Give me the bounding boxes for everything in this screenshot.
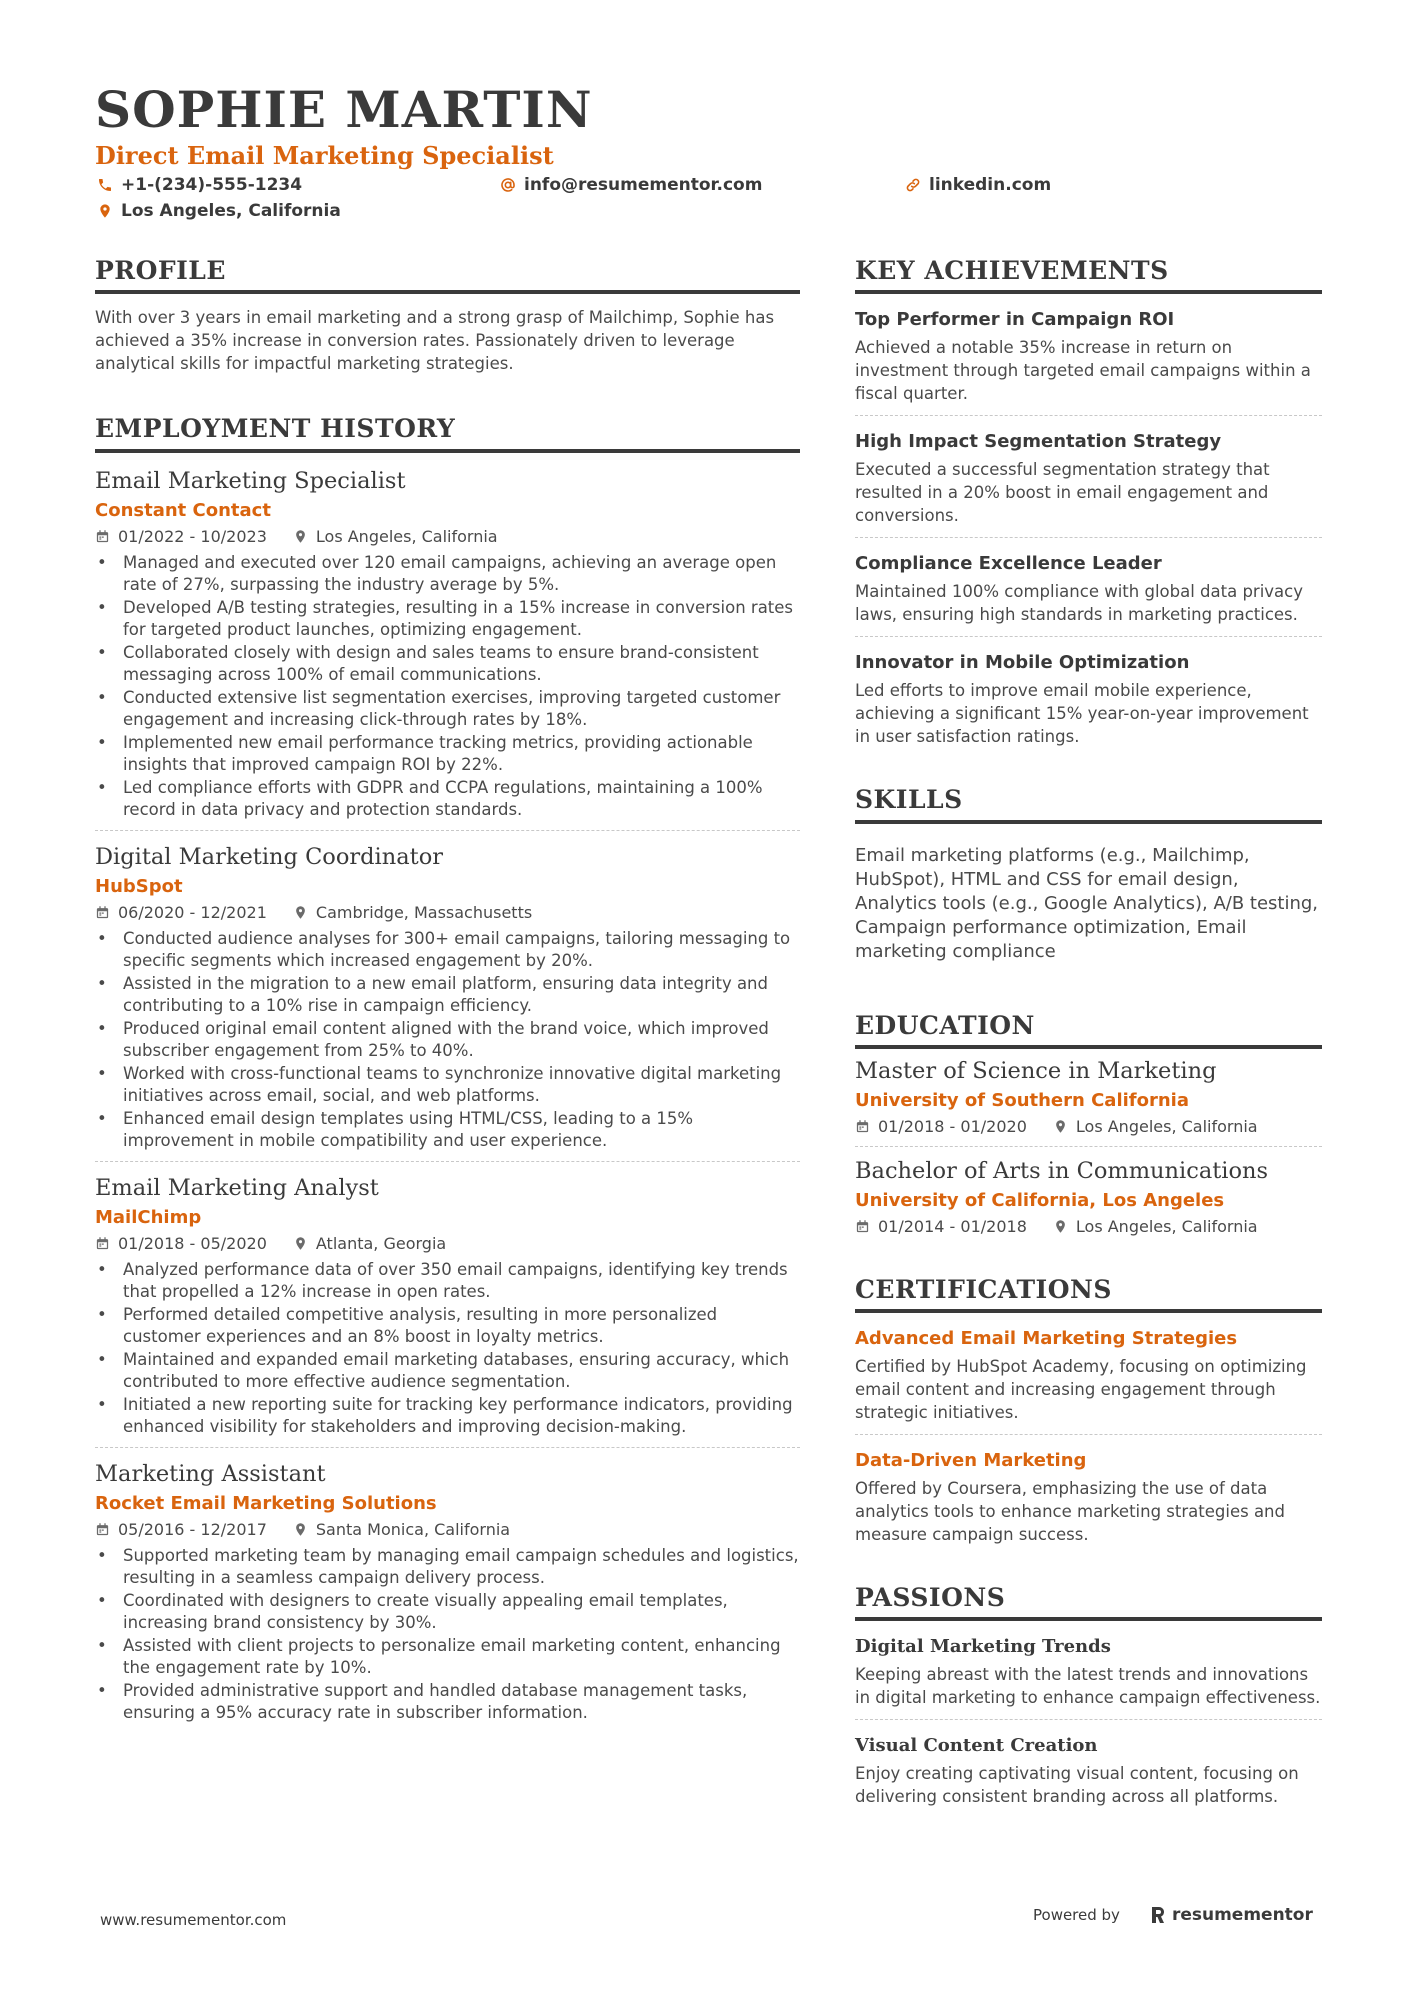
profile-heading: PROFILE — [95, 255, 800, 294]
contact-location — [97, 201, 341, 221]
job-company: HubSpot — [95, 875, 183, 897]
job-dates: 01/2018 - 05/2020 — [118, 1233, 267, 1253]
achievement-title: High Impact Segmentation Strategy — [855, 431, 1222, 453]
job-bullet: • Analyzed performance data of over 350 email campaigns, identifying key trends that propelled a 12% increase in open rates. — [95, 1259, 800, 1304]
contact-phone — [97, 175, 302, 195]
job-location: Cambridge, Massachusetts — [315, 902, 533, 922]
job-location: Los Angeles, California — [315, 526, 498, 546]
skills-section — [855, 784, 1322, 963]
education-location: Los Angeles, California — [1075, 1116, 1258, 1136]
certification-item — [855, 1447, 1322, 1556]
job-bullets — [95, 1259, 800, 1439]
education-meta — [855, 1114, 1322, 1140]
job-title: Email Marketing Analyst — [95, 1174, 379, 1201]
achievement-text: Led efforts to improve email mobile experience, achieving a significant 15% year-on-year improvement in user satisfaction ratings. — [855, 681, 1309, 747]
job-bullet: • Conducted audience analyses for 300+ email campaigns, tailoring messaging to specific segments which increased engagement by 20%. — [95, 928, 800, 973]
education-item — [855, 1055, 1322, 1147]
job-bullet: • Supported marketing team by managing email campaign schedules and logistics, resulting in a seamless campaign delivery process. — [95, 1545, 800, 1590]
education-section — [855, 1010, 1322, 1246]
candidate-name: SOPHIE MARTIN — [95, 80, 593, 139]
job-meta — [95, 524, 800, 550]
linkedin-link[interactable]: linkedin.com — [929, 175, 1052, 195]
degree-title: Bachelor of Arts in Communications — [855, 1157, 1269, 1184]
job-location: Atlanta, Georgia — [315, 1233, 447, 1253]
location-text: Los Angeles, California — [121, 201, 341, 221]
footer-powered-by — [1033, 1905, 1313, 1925]
phone-icon — [97, 177, 113, 193]
job-bullet: • Maintained and expanded email marketing databases, ensuring accuracy, which contributed to more effective audience segmentation. — [95, 1349, 800, 1394]
passion-text: Keeping abreast with the latest trends and innovations in digital marketing to enhance campaign effectiveness. — [855, 1665, 1321, 1708]
job-bullets — [95, 928, 800, 1153]
right-column — [855, 255, 1322, 1830]
resumementor-logo-icon — [1150, 1906, 1166, 1924]
passion-text: Enjoy creating captivating visual content, focusing on delivering consistent branding across all platforms. — [855, 1764, 1299, 1807]
job-bullet: • Implemented new email performance tracking metrics, providing actionable insights that improved campaign ROI by 22%. — [95, 732, 800, 777]
achievement-text: Maintained 100% compliance with global data privacy laws, ensuring high standards in marketing practices. — [855, 582, 1303, 625]
education-location: Los Angeles, California — [1075, 1216, 1258, 1236]
email-link[interactable]: info@resumementor.com — [524, 175, 763, 195]
job-bullet: • Performed detailed competitive analysis, resulting in more personalized customer experiences and an 8% boost in loyalty metrics. — [95, 1304, 800, 1349]
job-dates: 06/2020 - 12/2021 — [118, 902, 267, 922]
job-company: Rocket Email Marketing Solutions — [95, 1492, 437, 1514]
job-company: Constant Contact — [95, 499, 271, 521]
certifications-section — [855, 1274, 1322, 1556]
job-title: Marketing Assistant — [95, 1460, 326, 1487]
brand-name: resumementor — [1171, 1905, 1313, 1925]
job-location: Santa Monica, California — [315, 1519, 511, 1539]
job-entry — [95, 841, 800, 1162]
profile-text: With over 3 years in email marketing and a strong grasp of Mailchimp, Sophie has achieved a 35% increase in conversion rates. Passionately driven to leverage analytical skills for impactful marketing strategies. — [95, 308, 775, 374]
education-dates: 01/2014 - 01/2018 — [878, 1216, 1027, 1236]
certification-text: Certified by HubSpot Academy, focusing on optimizing email content and increasing engagement through strategic initiatives. — [855, 1357, 1307, 1422]
phone-text: +1-(234)-555-1234 — [121, 175, 303, 195]
passions-heading: PASSIONS — [855, 1582, 1322, 1621]
job-title: Email Marketing Specialist — [95, 467, 406, 494]
certification-text: Offered by Coursera, emphasizing the use of data analytics tools to enhance marketing strategies and measure campaign success. — [855, 1479, 1285, 1544]
location-pin-icon — [293, 905, 308, 920]
job-entry — [95, 1172, 800, 1448]
job-entry — [95, 465, 800, 831]
job-entry — [95, 1458, 800, 1733]
achievement-item — [855, 649, 1322, 758]
job-company: MailChimp — [95, 1206, 202, 1228]
calendar-icon — [855, 1219, 870, 1234]
achievements-section — [855, 255, 1322, 758]
location-pin-icon — [293, 1236, 308, 1251]
skills-heading: SKILLS — [855, 784, 1322, 823]
achievement-text: Executed a successful segmentation strategy that resulted in a 20% boost in email engagement and conversions. — [855, 460, 1270, 526]
job-bullet: • Initiated a new reporting suite for tracking key performance indicators, providing enhanced visibility for stakeholders and improving decision-making. — [95, 1394, 800, 1439]
job-bullet: • Assisted with client projects to personalize email marketing content, enhancing the engagement rate by 10%. — [95, 1635, 800, 1680]
passions-section — [855, 1582, 1322, 1818]
profile-section — [95, 255, 800, 375]
calendar-icon — [95, 1522, 110, 1537]
certification-title: Data-Driven Marketing — [855, 1450, 1087, 1471]
job-bullet: • Enhanced email design templates using HTML/CSS, leading to a 15% improvement in mobile compatibility and user experience. — [95, 1108, 800, 1153]
powered-by-label: Powered by — [1033, 1906, 1120, 1924]
education-dates: 01/2018 - 01/2020 — [878, 1116, 1027, 1136]
certifications-heading: CERTIFICATIONS — [855, 1274, 1322, 1313]
achievements-heading: KEY ACHIEVEMENTS — [855, 255, 1322, 294]
left-column — [95, 255, 800, 1743]
degree-title: Master of Science in Marketing — [855, 1057, 1217, 1084]
employment-heading: EMPLOYMENT HISTORY — [95, 413, 800, 452]
job-bullet: • Developed A/B testing strategies, resulting in a 15% increase in conversion rates for targeted product launches, optimizing engagement. — [95, 597, 800, 642]
job-bullets — [95, 1545, 800, 1725]
link-icon — [905, 177, 921, 193]
achievement-text: Achieved a notable 35% increase in return on investment through targeted email campaigns within a fiscal quarter. — [855, 338, 1311, 404]
job-bullet: • Provided administrative support and handled database management tasks, ensuring a 95% accuracy rate in subscriber information. — [95, 1680, 800, 1725]
achievement-item — [855, 550, 1322, 637]
achievement-title: Top Performer in Campaign ROI — [855, 309, 1175, 331]
job-bullet: • Conducted extensive list segmentation exercises, improving targeted customer engagement and increasing click-through rates by 18%. — [95, 687, 800, 732]
job-bullet: • Assisted in the migration to a new email platform, ensuring data integrity and contributing to a 10% rise in campaign efficiency. — [95, 973, 800, 1018]
achievement-title: Compliance Excellence Leader — [855, 553, 1162, 575]
job-bullet: • Collaborated closely with design and sales teams to ensure brand-consistent messaging across 100% of email communications. — [95, 642, 800, 687]
job-bullet: • Managed and executed over 120 email campaigns, achieving an average open rate of 27%, surpassing the industry average by 5%. — [95, 552, 800, 597]
passion-item — [855, 1732, 1322, 1818]
school-name: University of California, Los Angeles — [855, 1189, 1225, 1211]
location-pin-icon — [1053, 1119, 1068, 1134]
calendar-icon — [95, 529, 110, 544]
brand-logo[interactable] — [1150, 1905, 1313, 1925]
calendar-icon — [95, 905, 110, 920]
achievement-title: Innovator in Mobile Optimization — [855, 652, 1190, 674]
calendar-icon — [855, 1119, 870, 1134]
location-pin-icon — [293, 1522, 308, 1537]
passion-item — [855, 1633, 1322, 1720]
calendar-icon — [95, 1236, 110, 1251]
employment-section — [95, 413, 800, 1732]
job-meta — [95, 900, 800, 926]
footer-website[interactable]: www.resumementor.com — [100, 1911, 287, 1929]
at-sign-icon — [500, 177, 516, 193]
passion-title: Visual Content Creation — [855, 1735, 1098, 1757]
job-bullet: • Coordinated with designers to create visually appealing email templates, increasing brand consistency by 30%. — [95, 1590, 800, 1635]
job-meta — [95, 1231, 800, 1257]
certification-item — [855, 1325, 1322, 1435]
achievement-item — [855, 428, 1322, 538]
job-bullet: • Produced original email content aligned with the brand voice, which improved subscriber engagement from 25% to 40%. — [95, 1018, 800, 1063]
location-pin-icon — [97, 203, 113, 219]
education-meta — [855, 1214, 1322, 1240]
contact-email[interactable] — [500, 175, 762, 195]
job-dates: 01/2022 - 10/2023 — [118, 526, 267, 546]
contact-linkedin[interactable] — [905, 175, 1051, 195]
job-dates: 05/2016 - 12/2017 — [118, 1519, 267, 1539]
passion-title: Digital Marketing Trends — [855, 1636, 1111, 1658]
skills-text: Email marketing platforms (e.g., Mailchimp, HubSpot), HTML and CSS for email design, Analytics tools (e.g., Google Analytics), A/B testing, Campaign performance optimization, Email marketing compliance — [855, 844, 1319, 962]
job-bullets — [95, 552, 800, 822]
job-bullet: • Led compliance efforts with GDPR and CCPA regulations, maintaining a 100% record in data privacy and protection standards. — [95, 777, 800, 822]
location-pin-icon — [293, 529, 308, 544]
achievement-item — [855, 306, 1322, 416]
education-heading: EDUCATION — [855, 1010, 1322, 1049]
candidate-title: Direct Email Marketing Specialist — [95, 141, 554, 170]
job-title: Digital Marketing Coordinator — [95, 843, 443, 870]
job-meta — [95, 1517, 800, 1543]
location-pin-icon — [1053, 1219, 1068, 1234]
certification-title: Advanced Email Marketing Strategies — [855, 1328, 1238, 1349]
education-item — [855, 1155, 1322, 1246]
school-name: University of Southern California — [855, 1089, 1190, 1111]
job-bullet: • Worked with cross-functional teams to synchronize innovative digital marketing initiatives across email, social, and web platforms. — [95, 1063, 800, 1108]
